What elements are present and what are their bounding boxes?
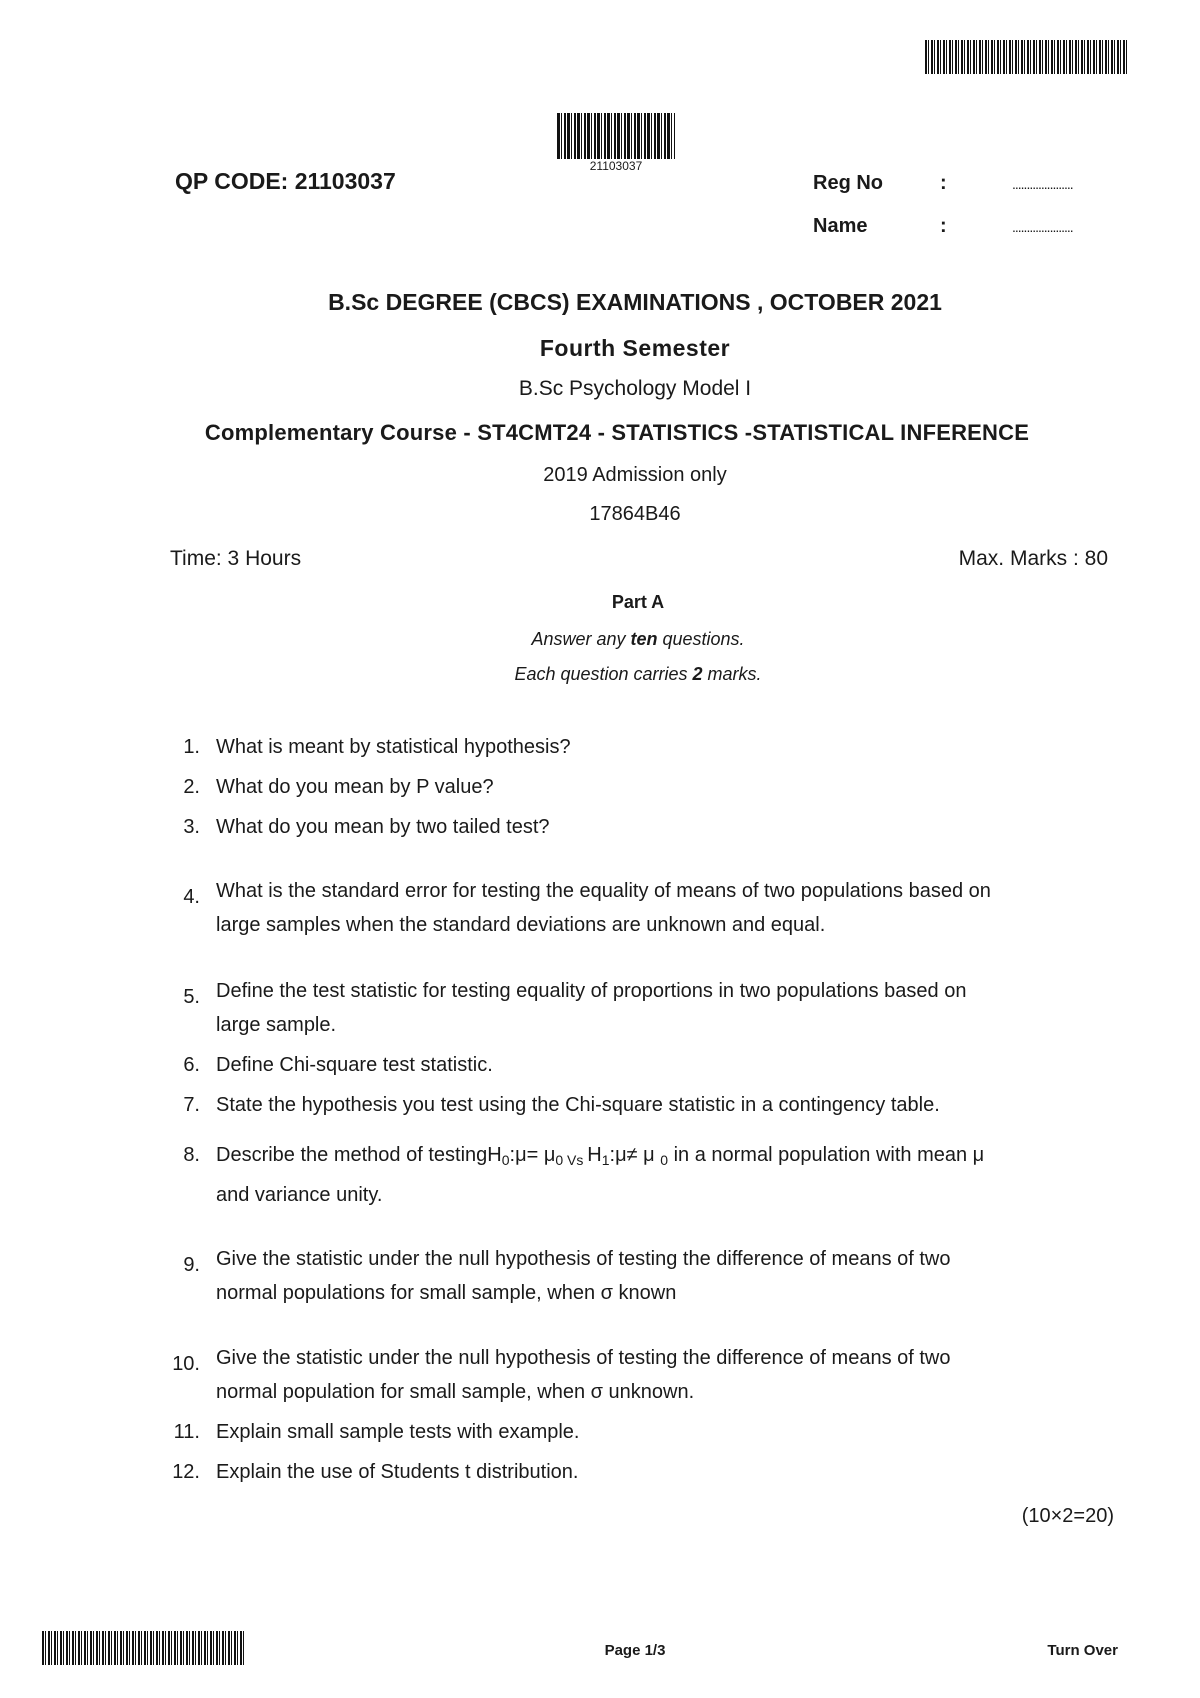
instruction: Answer any ten questions. [531, 629, 745, 649]
max-marks: Max. Marks : 80 [958, 547, 1108, 570]
page-number: Page 1/3 [604, 1642, 666, 1659]
marks-instruction: Each question carries 2 marks. [514, 664, 762, 684]
admission: 2019 Admission only [543, 464, 727, 486]
programme: B.Sc Psychology Model I [518, 377, 752, 400]
name-label: Name [813, 215, 868, 237]
time-allowed: Time: 3 Hours [170, 547, 302, 570]
part-total: (10×2=20) [1021, 1505, 1114, 1527]
reg-no-colon: : [940, 172, 947, 194]
paper-code: 17864B46 [589, 503, 681, 525]
top-right-barcode [925, 40, 1127, 74]
turn-over: Turn Over [1047, 1642, 1118, 1659]
exam-title: B.Sc DEGREE (CBCS) EXAMINATIONS , OCTOBER 2021 [328, 289, 942, 315]
qp-code: QP CODE: 21103037 [175, 168, 396, 194]
name-field: ..................... [1012, 219, 1073, 235]
barcode-number: 21103037 [589, 159, 643, 173]
part-title: Part A [611, 592, 665, 612]
semester: Fourth Semester [539, 335, 731, 361]
center-barcode [557, 113, 675, 159]
name-colon: : [940, 215, 947, 237]
reg-no-label: Reg No [813, 172, 883, 194]
course-title: Complementary Course - ST4CMT24 - STATISTICS -STATISTICAL INFERENCE [204, 420, 1030, 445]
reg-no-field: ..................... [1012, 176, 1073, 192]
